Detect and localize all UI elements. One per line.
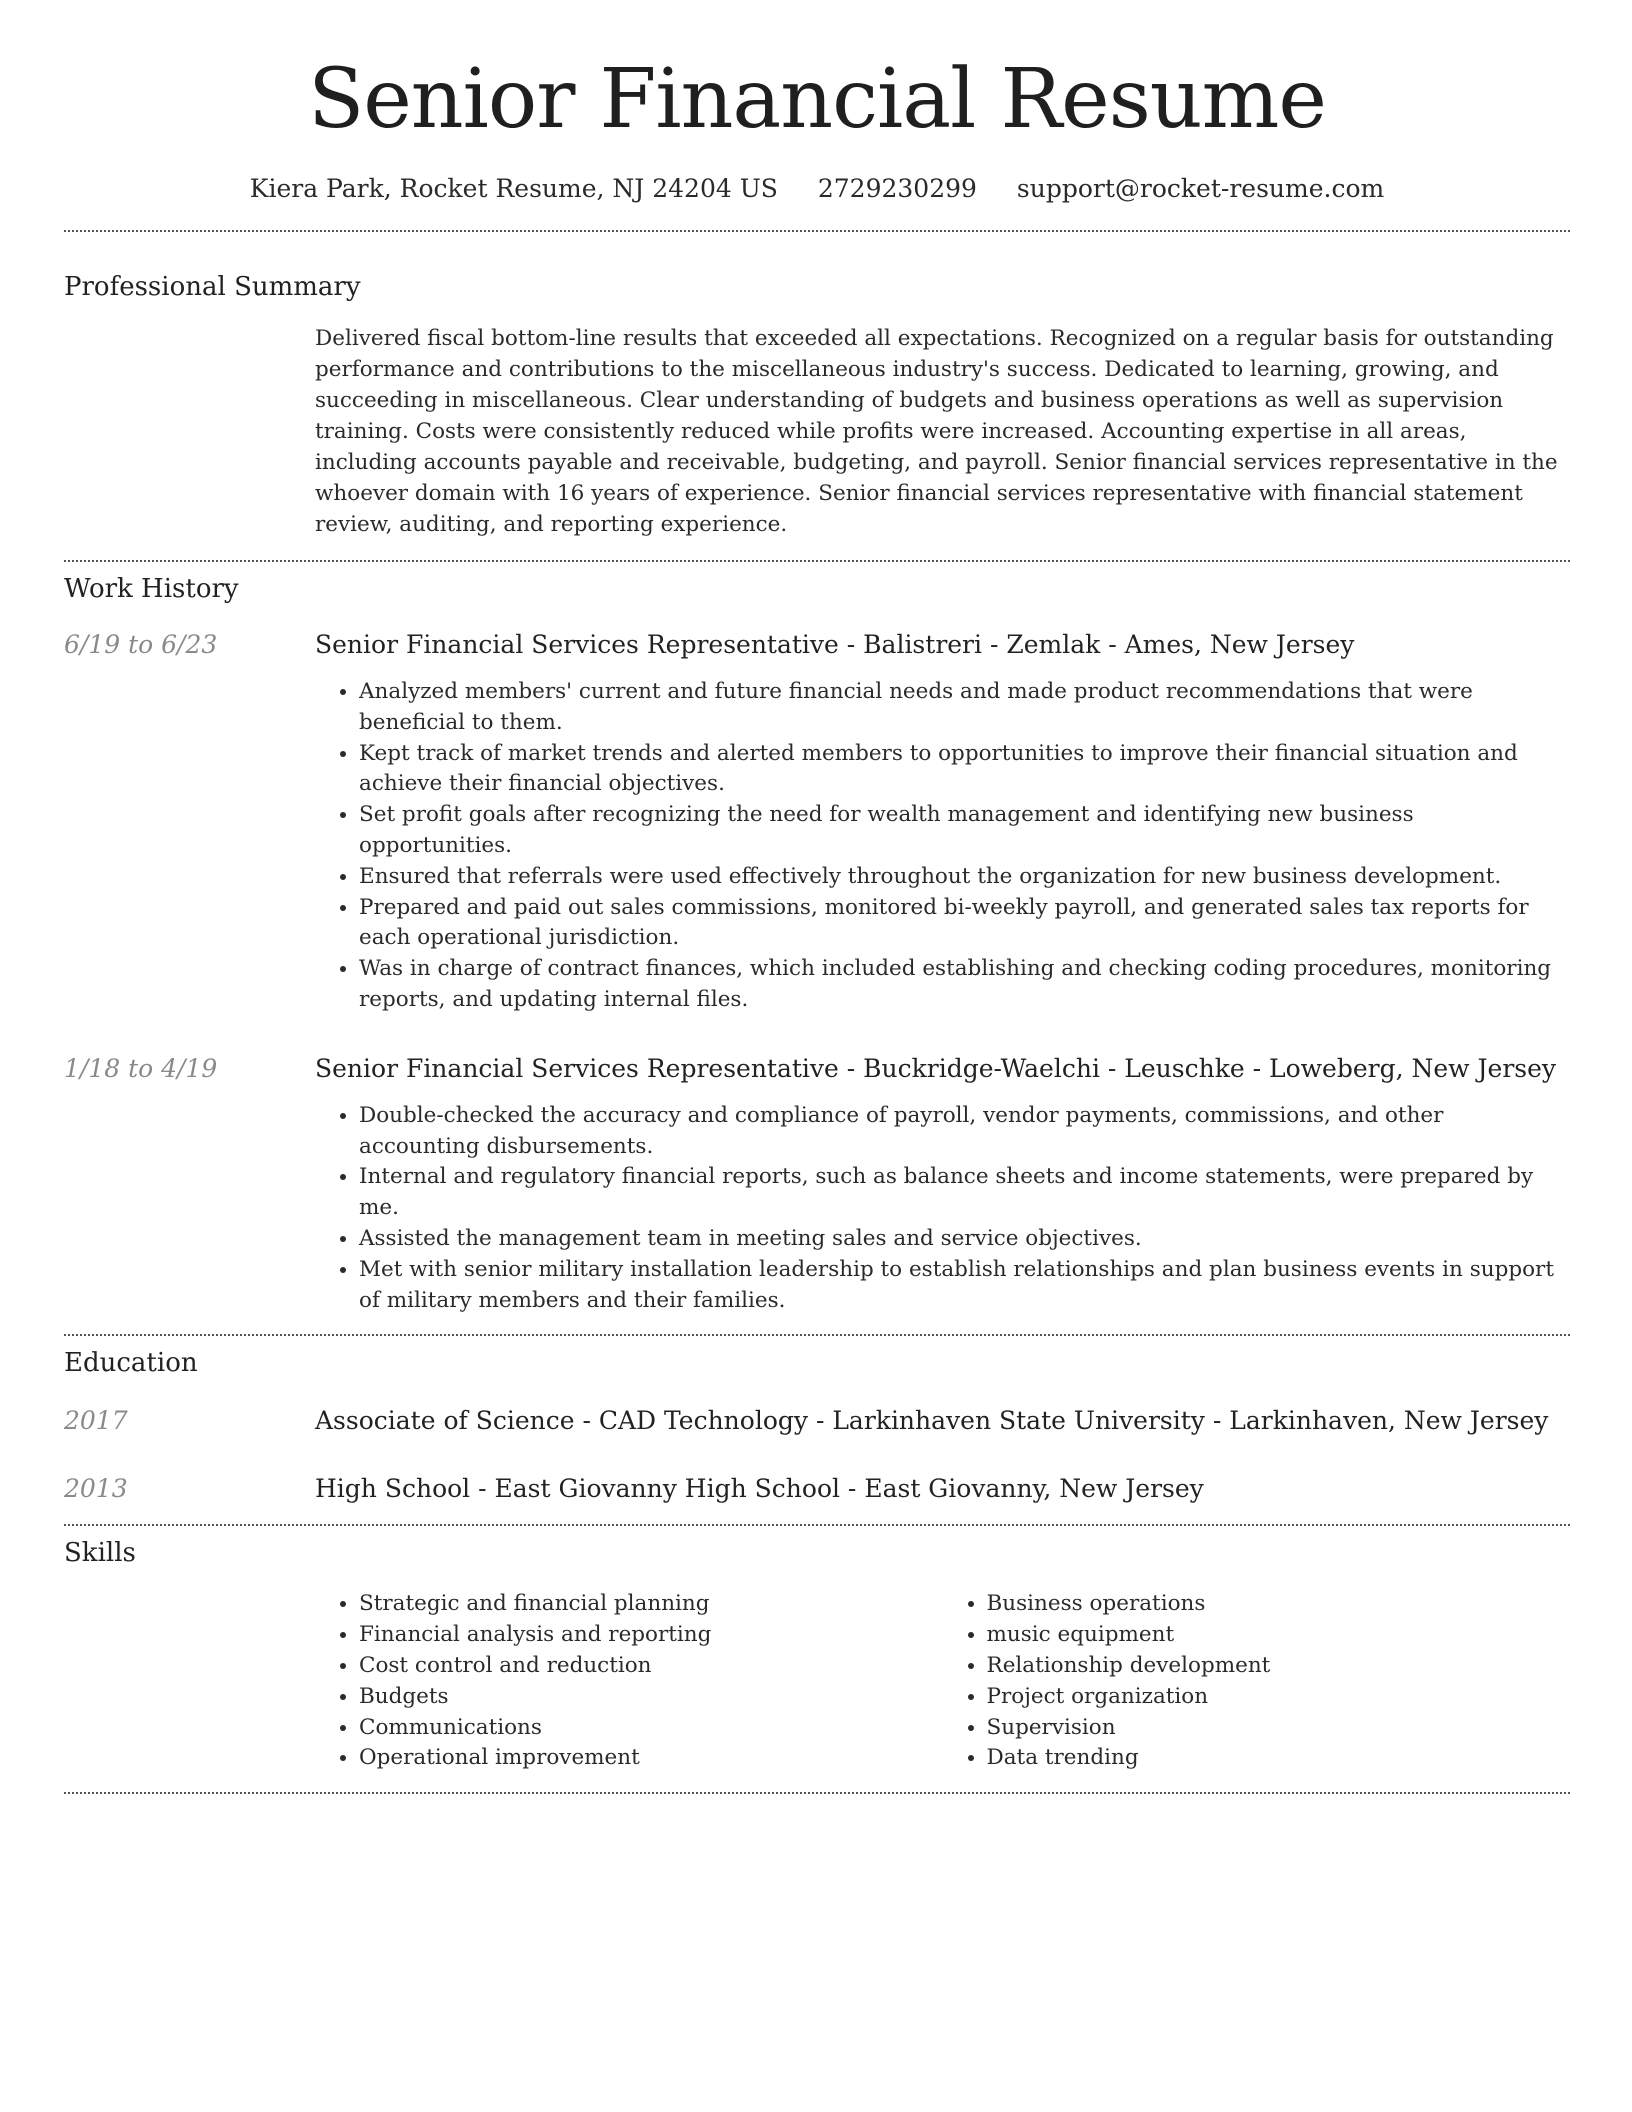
divider (64, 1792, 1570, 1794)
divider (64, 1334, 1570, 1336)
job-bullet: • Internal and regulatory financial reports, such as balance sheets and income statements, were prepared by me. (359, 1162, 1570, 1224)
contact-phone: 2729230299 (817, 174, 977, 203)
skill-item: • Communications (359, 1713, 943, 1744)
job-bullet: • Prepared and paid out sales commissions, monitored bi-weekly payroll, and generated sales tax reports for each operational jurisdiction. (359, 893, 1570, 955)
education-year: 2017 (64, 1406, 128, 1436)
job-bullet: • Kept track of market trends and alerted members to opportunities to improve their financial situation and achieve their financial objectives. (359, 739, 1570, 801)
divider (64, 560, 1570, 562)
job-bullet: • Ensured that referrals were used effectively throughout the organization for new business development. (359, 862, 1570, 893)
job-bullet: • Set profit goals after recognizing the need for wealth management and identifying new business opportunities. (359, 800, 1570, 862)
job-entry (64, 628, 1570, 1016)
divider (64, 1524, 1570, 1526)
job-title: Senior Financial Services Representative - Buckridge-Waelchi - Leuschke - Loweberg, New Jersey (315, 1053, 1557, 1083)
work-heading: Work History (64, 574, 239, 604)
education-detail: High School - East Giovanny High School - East Giovanny, New Jersey (315, 1474, 1204, 1504)
skills-column-left (315, 1589, 943, 1774)
skill-item: • Financial analysis and reporting (359, 1620, 943, 1651)
job-bullet: • Was in charge of contract finances, which included establishing and checking coding procedures, monitoring reports, and updating internal files. (359, 954, 1570, 1016)
job-bullets (315, 1101, 1570, 1317)
education-entry (64, 1472, 1570, 1506)
job-title: Senior Financial Services Representative - Balistreri - Zemlak - Ames, New Jersey (315, 630, 1355, 659)
job-dates: 1/18 to 4/19 (64, 1053, 218, 1083)
job-bullet: • Met with senior military installation leadership to establish relationships and plan business events in support of military members and their families. (359, 1255, 1570, 1317)
skill-item: • Cost control and reduction (359, 1651, 943, 1682)
summary-heading: Professional Summary (64, 272, 361, 302)
education-heading: Education (64, 1348, 198, 1379)
skill-item: • music equipment (987, 1620, 1571, 1651)
contact-address: Kiera Park, Rocket Resume, NJ 24204 US (249, 174, 778, 203)
job-bullet: • Analyzed members' current and future financial needs and made product recommendations that were beneficial to them. (359, 677, 1570, 739)
resume-page (64, 0, 1570, 1794)
skill-item: • Budgets (359, 1682, 943, 1713)
divider (64, 230, 1570, 232)
skills-list (315, 1589, 1570, 1774)
job-details (315, 628, 1570, 1016)
skill-item: • Project organization (987, 1682, 1571, 1713)
skills-column-right (943, 1589, 1571, 1774)
education-entry (64, 1404, 1570, 1438)
summary-text: Delivered fiscal bottom-line results that exceeded all expectations. Recognized on a regular basis for outstanding performance and contributions to the miscellaneous industry's success. Dedicated to learning, growing, and succeeding in miscellaneous. Clear understanding of budgets and business operations as well as supervision training. Costs were consistently reduced while profits were increased. Accounting expertise in all areas, including accounts payable and receivable, budgeting, and payroll. Senior financial services representative in the whoever domain with 16 years of experience. Senior financial services representative with financial statement review, auditing, and reporting experience. (315, 326, 1558, 537)
skill-item: • Operational improvement (359, 1743, 943, 1774)
job-bullet: • Double-checked the accuracy and compliance of payroll, vendor payments, commissions, and other accounting disbursements. (359, 1101, 1570, 1163)
job-bullets (315, 677, 1570, 1016)
education-year: 2013 (64, 1474, 128, 1504)
contact-email: support@rocket-resume.com (1016, 174, 1385, 203)
skill-item: • Supervision (987, 1713, 1571, 1744)
job-dates: 6/19 to 6/23 (64, 630, 218, 659)
resume-title: Senior Financial Resume (308, 52, 1326, 147)
job-entry (64, 1052, 1570, 1317)
skill-item: • Strategic and financial planning (359, 1589, 943, 1620)
job-bullet: • Assisted the management team in meeting sales and service objectives. (359, 1224, 1570, 1255)
job-details (315, 1052, 1570, 1317)
contact-line (64, 172, 1570, 206)
skill-item: • Business operations (987, 1589, 1571, 1620)
skills-heading: Skills (64, 1538, 136, 1569)
skill-item: • Data trending (987, 1743, 1571, 1774)
education-detail: Associate of Science - CAD Technology - Larkinhaven State University - Larkinhaven, New Jersey (315, 1406, 1549, 1436)
skill-item: • Relationship development (987, 1651, 1571, 1682)
